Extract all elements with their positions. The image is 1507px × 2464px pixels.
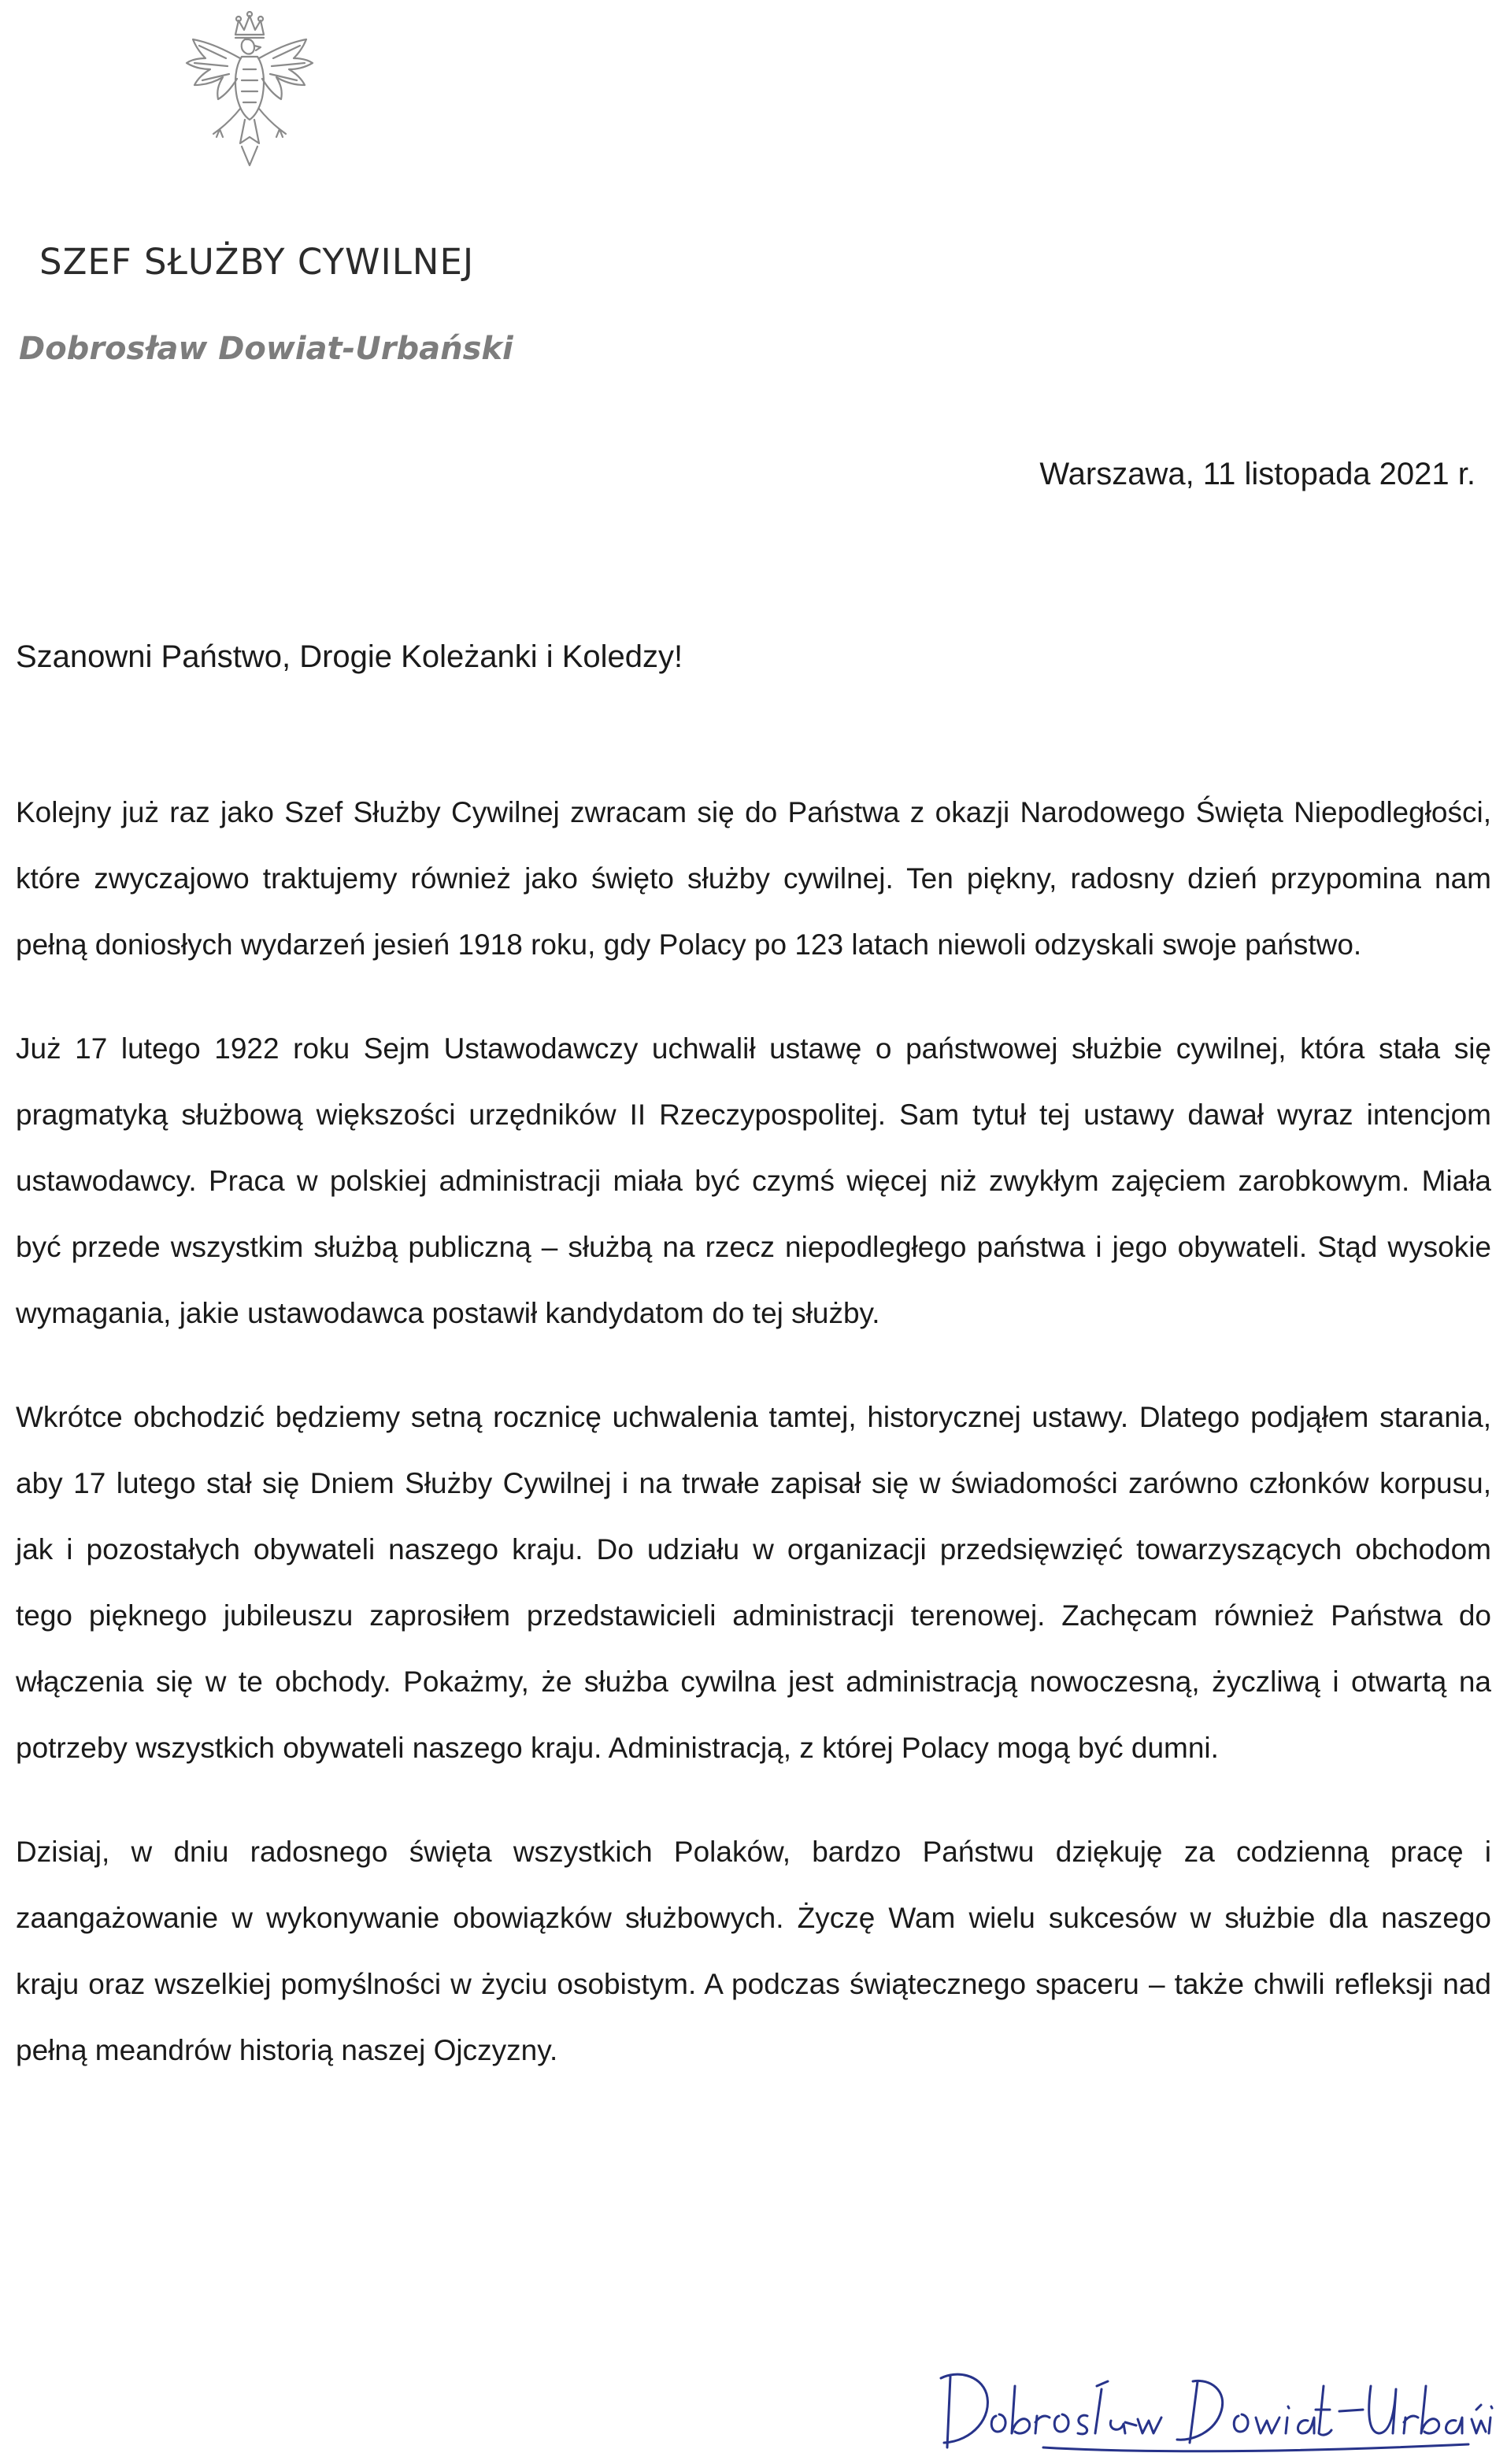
letter-body (16, 780, 1491, 2121)
paragraph-2: Już 17 lutego 1922 roku Sejm Ustawodawczy uchwalił ustawę o państwowej służbie cywilnej, która stała się pragmatyką służbową większości urzędników II Rzeczypospolitej. Sam tytuł tej ustawy dawał wyraz intencjom ustawodawcy. Praca w polskiej administracji miała być czymś więcej niż zwykłym zajęciem zarobkowym. Miała być przede wszystkim służbą publiczną – służbą na rzecz niepodległego państwa i jego obywateli. Stąd wysokie wymagania, jakie ustawodawca postawił kandydatom do tej służby. (16, 1032, 1491, 1329)
paragraph-3: Wkrótce obchodzić będziemy setną rocznicę uchwalenia tamtej, historycznej ustawy. Dlatego podjąłem starania, aby 17 lutego stał się Dniem Służby Cywilnej i na trwałe zapisał się w świadomości zarówno członków korpusu, jak i pozostałych obywateli naszego kraju. Do udziału w organizacji przedsięwzięć towarzyszących obchodom tego pięknego jubileuszu zaprosiłem przedstawicieli administracji terenowej. Zachęcam również Państwa do włączenia się w te obchody. Pokażmy, że służba cywilna jest administracją nowoczesną, życzliwą i otwartą na potrzeby wszystkich obywateli naszego kraju. Administracją, z której Polacy mogą być dumni. (16, 1401, 1491, 1764)
office-title: SZEF SŁUŻBY CYWILNEJ (39, 241, 475, 283)
paragraph-1: Kolejny już raz jako Szef Służby Cywilnej zwracam się do Państwa z okazji Narodowego Święta Niepodległości, które zwyczajowo traktujemy również jako święto służby cywilnej. Ten piękny, radosny dzień przypomina nam pełną doniosłych wydarzeń jesień 1918 roku, gdy Polacy po 123 latach niewoli odzyskali swoje państwo. (16, 796, 1491, 961)
paragraph-4: Dzisiaj, w dniu radosnego święta wszystkich Polaków, bardzo Państwu dziękuję za codzienną pracę i zaangażowanie w wykonywanie obowiązków służbowych. Życzę Wam wielu sukcesów w służbie dla naszego kraju oraz wszelkiej pomyślności w życiu osobistym. A podczas świątecznego spaceru – także chwili refleksji nad pełną meandrów historią naszej Ojczyzny. (16, 1836, 1491, 2066)
white-eagle-emblem-icon (178, 11, 321, 173)
letter-date: Warszawa, 11 listopada 2021 r. (1039, 457, 1476, 491)
handwritten-signature (933, 2355, 1500, 2461)
office-holder-name: Dobrosław Dowiat-Urbański (19, 331, 513, 367)
salutation: Szanowni Państwo, Drogie Koleżanki i Koledzy! (16, 639, 683, 674)
